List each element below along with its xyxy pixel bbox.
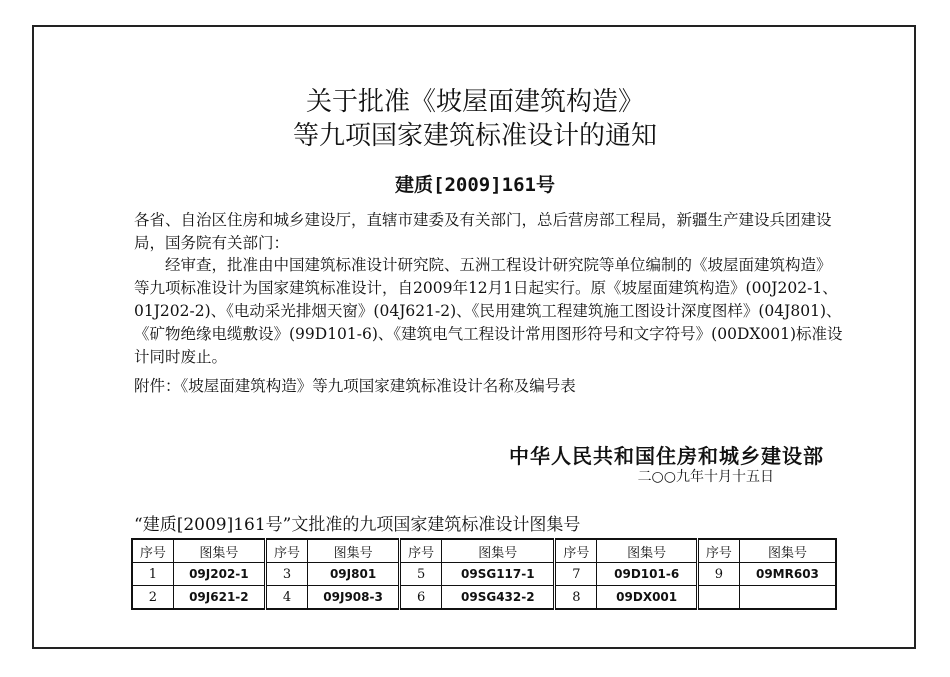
table-row [132,563,836,586]
header-code: 图集号 [442,539,555,563]
table-caption: “建质[2009]161号”文批准的九项国家建筑标准设计图集号 [134,515,581,535]
cell-no: 9 [697,563,739,586]
cell-no [697,586,739,610]
header-code: 图集号 [173,539,265,563]
header-code: 图集号 [307,539,399,563]
cell-no: 1 [132,563,173,586]
cell-code: 09J908-3 [307,586,399,610]
issue-date: 二○○九年十月十五日 [637,469,774,485]
cell-code [739,586,836,610]
cell-code: 09J202-1 [173,563,265,586]
table-header-row [132,539,836,563]
document-number: 建质[2009]161号 [395,174,555,196]
header-no: 序号 [555,539,597,563]
header-no: 序号 [132,539,173,563]
table-row [132,586,836,610]
cell-no: 2 [132,586,173,610]
cell-no: 6 [400,586,442,610]
cell-no: 5 [400,563,442,586]
cell-no: 7 [555,563,597,586]
cell-code: 09J801 [307,563,399,586]
cell-code: 09MR603 [739,563,836,586]
cell-code: 09SG117-1 [442,563,555,586]
cell-no: 8 [555,586,597,610]
header-code: 图集号 [597,539,697,563]
header-no: 序号 [265,539,307,563]
cell-no: 3 [265,563,307,586]
cell-code: 09J621-2 [173,586,265,610]
body-paragraph: 经审查，批准由中国建筑标准设计研究院、五洲工程设计研究院等单位编制的《坡屋面建筑构造》等九项标准设计为国家建筑标准设计，自2009年12月1日起实行。原《坡屋面建筑构造》(00J202-1、01J202-2)、《电动采光排烟天窗》(04J621-2)、《民用建筑工程建筑施工图设计深度图样》(04J801)、《矿物绝缘电缆敷设》(99D101-6)、《建筑电气工程设计常用图形符号和文字符号》(00DX001)标准设计同时废止。 [134,256,843,366]
title-line-1: 关于批准《坡屋面建筑构造》 [305,87,644,117]
header-no: 序号 [400,539,442,563]
cell-code: 09D101-6 [597,563,697,586]
issuer: 中华人民共和国住房和城乡建设部 [509,444,824,468]
cell-code: 09SG432-2 [442,586,555,610]
title-line-2: 等九项国家建筑标准设计的通知 [292,121,657,151]
addressee-paragraph: 各省、自治区住房和城乡建设厅，直辖市建委及有关部门，总后营房部工程局，新疆生产建设兵团建设局，国务院有关部门： [134,211,832,252]
atlas-number-table [131,538,837,610]
cell-no: 4 [265,586,307,610]
attachment-line: 附件：《坡屋面建筑构造》等九项国家建筑标准设计名称及编号表 [134,377,576,395]
header-no: 序号 [697,539,739,563]
cell-code: 09DX001 [597,586,697,610]
header-code: 图集号 [739,539,836,563]
